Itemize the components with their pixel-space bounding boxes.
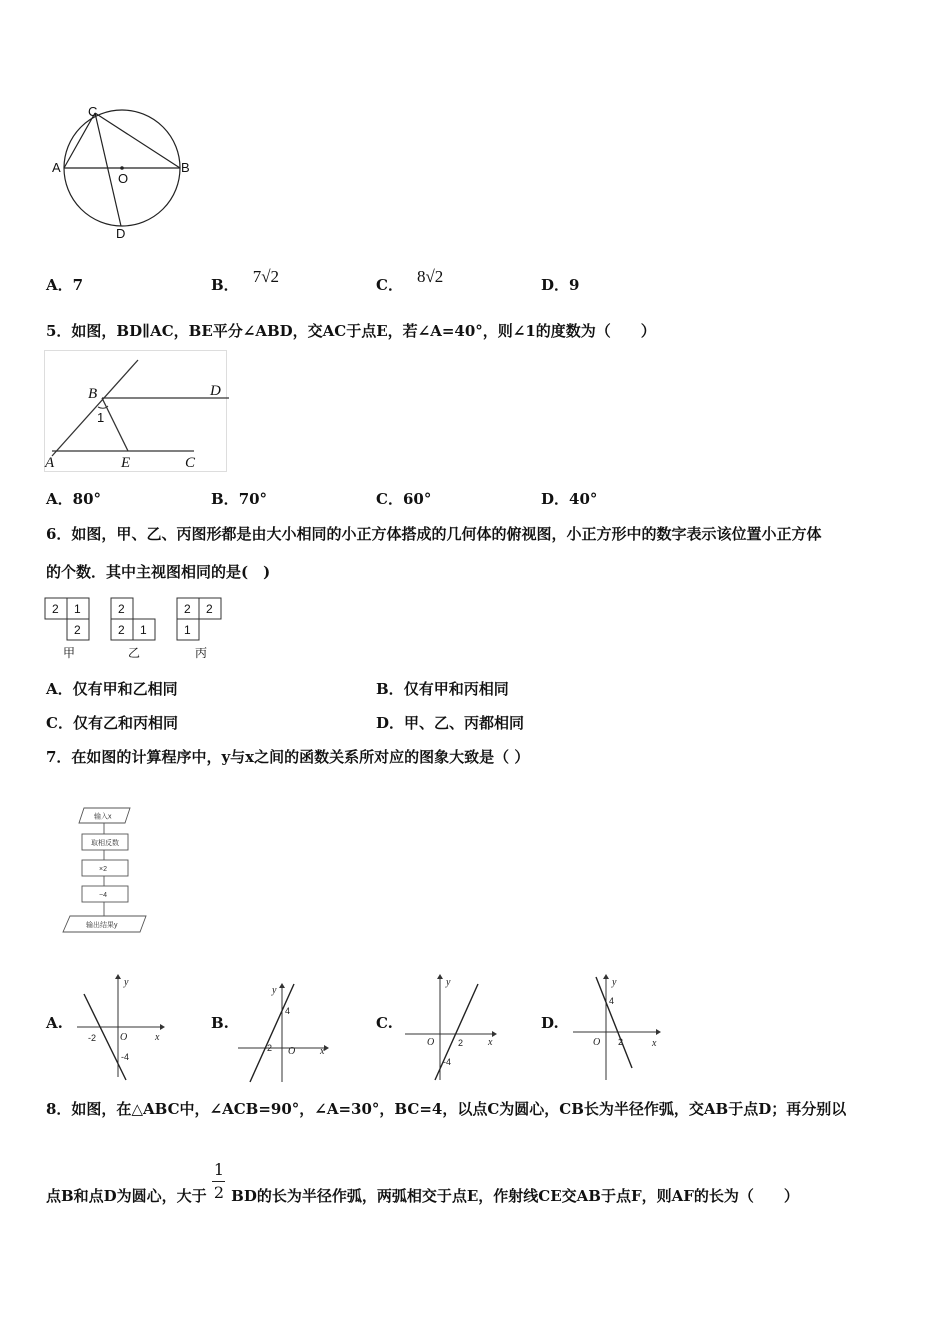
svg-text:2: 2 [74, 623, 81, 637]
q5-option-d: D．40° [541, 490, 598, 508]
q7-option-b-label: B. [211, 1014, 229, 1032]
q5-label-a: A [45, 455, 55, 471]
q4-label-d: D [116, 226, 126, 241]
q4-label-c: C [88, 104, 98, 119]
q5-label-d: D [210, 383, 221, 399]
q6-grid-jia-label: 甲 [63, 646, 76, 660]
svg-text:x: x [320, 1046, 325, 1057]
q6-option-c: C．仅有乙和丙相同 [46, 714, 178, 732]
q7-option-d-label: D. [541, 1014, 559, 1032]
q7-option-c-label: C. [376, 1014, 393, 1032]
svg-text:1: 1 [184, 623, 191, 637]
q5-label-1: 1 [97, 410, 105, 425]
svg-text:x: x [652, 1038, 657, 1049]
q7-flow-output: 输出结果y [86, 922, 118, 929]
svg-text:-4: -4 [121, 1052, 130, 1062]
q6-grids-figure [44, 596, 229, 662]
q7-option-a-label: A. [46, 1014, 63, 1032]
q4-circle-figure [48, 100, 198, 245]
q6-grid-bing-label: 丙 [195, 646, 208, 660]
q4-option-c: C． 8√2 [376, 267, 444, 294]
q6-grid-jia [45, 598, 89, 660]
q6-stem-line2: 的个数．其中主视图相同的是( ) [46, 563, 271, 581]
svg-text:-4: -4 [443, 1057, 452, 1067]
q8-stem-line2: 点B和点D为圆心，大于 $\frac{1}{2}$ BD的长为半径作弧，两弧相交于点E，作射线CE交AB于点F，则AF的长为（ ） [46, 1160, 799, 1205]
svg-text:4: 4 [609, 996, 615, 1006]
svg-text:1: 1 [74, 602, 81, 616]
svg-text:2: 2 [618, 1037, 624, 1047]
q4-option-a: A．7 [46, 276, 84, 294]
svg-text:2: 2 [184, 602, 191, 616]
q6-option-a: A．仅有甲和乙相同 [46, 680, 178, 698]
svg-text:2: 2 [458, 1038, 464, 1048]
svg-text:y: y [446, 977, 451, 988]
q6-grid-yi-label: 乙 [128, 646, 141, 660]
q5-option-c: C．60° [376, 490, 432, 508]
q7-flow-times2: ×2 [99, 866, 107, 873]
q6-option-b: B．仅有甲和丙相同 [376, 680, 509, 698]
q5-option-b: B．70° [211, 490, 268, 508]
q4-label-a: A [52, 160, 61, 175]
svg-text:y: y [124, 977, 129, 988]
svg-text:2: 2 [118, 602, 125, 616]
svg-text:2: 2 [118, 623, 125, 637]
q6-grid-bing [177, 598, 221, 660]
q8-stem-line1: 8．如图，在△ABC中，∠ACB=90°，∠A=30°，BC=4，以点C为圆心，CB长为半径作弧，交AB于点D；再分别以 [46, 1100, 847, 1118]
svg-text:O: O [593, 1037, 601, 1048]
svg-text:-2: -2 [264, 1043, 273, 1053]
svg-text:-2: -2 [88, 1033, 97, 1043]
svg-text:O: O [427, 1037, 435, 1048]
q7-flow-minus4: −4 [99, 892, 107, 899]
svg-text:4: 4 [285, 1006, 291, 1016]
q4-option-b: B． 7√2 [211, 267, 280, 294]
svg-text:x: x [155, 1032, 160, 1043]
q5-label-e: E [121, 455, 131, 471]
q4-label-b: B [181, 160, 190, 175]
q4-label-o: O [118, 171, 129, 186]
q5-label-b: B [88, 386, 98, 402]
q7-graph-b [236, 982, 331, 1084]
q5-option-a: A．80° [46, 490, 102, 508]
svg-text:O: O [120, 1032, 128, 1043]
svg-text:x: x [488, 1037, 493, 1048]
svg-text:1: 1 [140, 623, 147, 637]
q5-stem: 5．如图，BD∥AC，BE平分∠ABD，交AC于点E，若∠A=40°，则∠1的度数为（ ） [46, 322, 656, 340]
q8-fraction: $\frac{1}{2}$ [213, 1160, 225, 1202]
q5-label-c: C [185, 455, 196, 471]
q6-option-d: D．甲、乙、丙都相同 [376, 714, 525, 732]
svg-text:y: y [272, 985, 277, 996]
q7-stem: 7．在如图的计算程序中，y与x之间的函数关系所对应的图象大致是（ ） [46, 748, 530, 766]
q7-flow-input: 输入x [94, 813, 112, 821]
svg-text:y: y [612, 977, 617, 988]
svg-text:O: O [288, 1046, 296, 1057]
q4-option-d: D．9 [541, 276, 580, 294]
q5-parallel-figure [44, 350, 229, 475]
q6-stem-line1: 6．如图，甲、乙、丙图形都是由大小相同的小正方体搭成的几何体的俯视图，小正方形中的数字表示该位置小正方体 [46, 525, 822, 543]
q7-graph-d [568, 972, 668, 1082]
q7-graph-a [72, 972, 167, 1082]
q7-flow-negate: 取相反数 [91, 840, 119, 847]
q7-graph-c [400, 972, 500, 1082]
q7-flowchart [58, 802, 153, 937]
q6-grid-yi [111, 598, 155, 660]
svg-text:2: 2 [52, 602, 59, 616]
svg-text:2: 2 [206, 602, 213, 616]
